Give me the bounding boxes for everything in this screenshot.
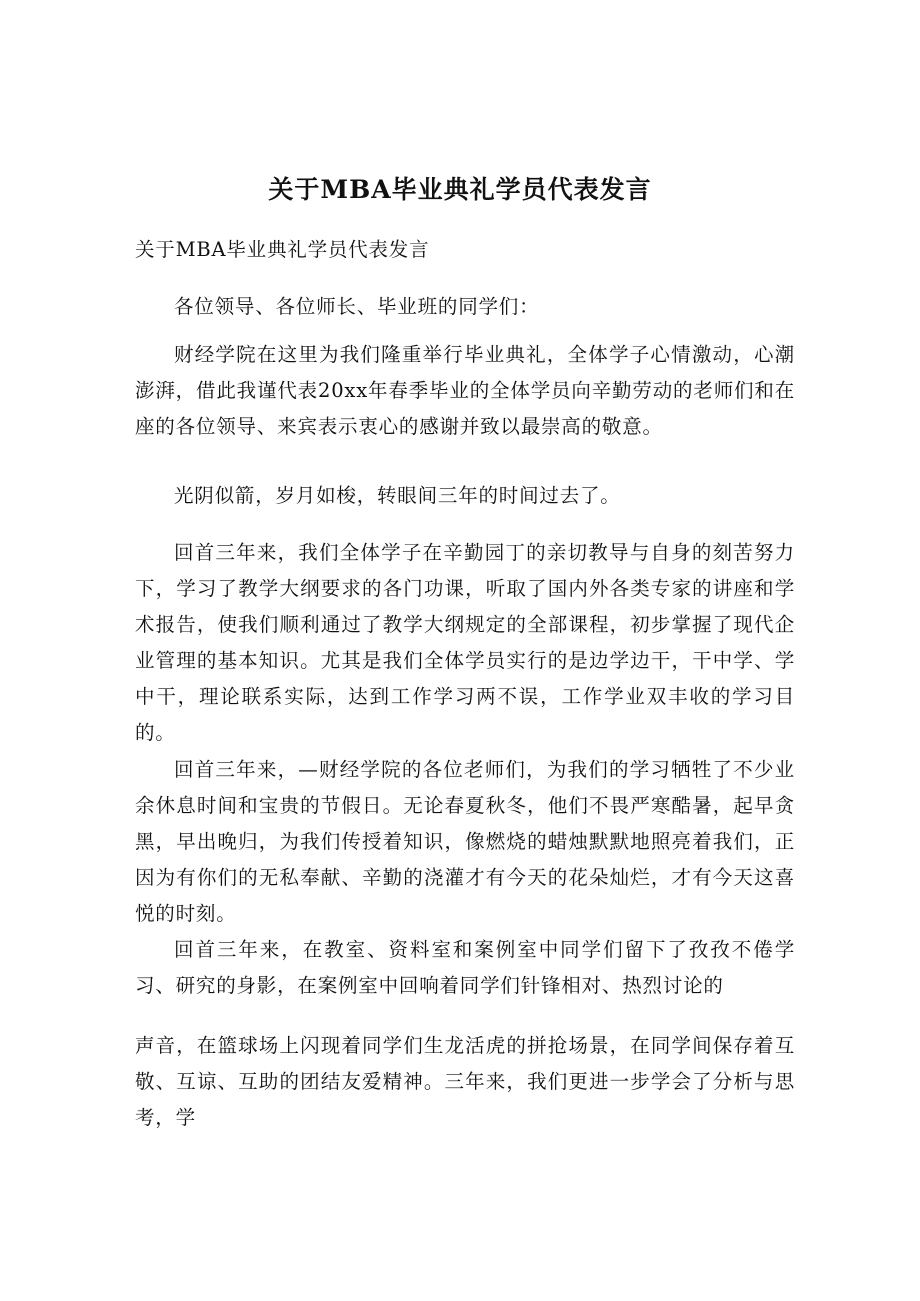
body-paragraph-2: 光阴似箭，岁月如梭，转眼间三年的时间过去了。 (174, 484, 621, 507)
salutation-paragraph: 各位领导、各位师长、毕业班的同学们： (174, 295, 540, 318)
document-subtitle: 关于MBA毕业典礼学员代表发言 (135, 238, 430, 261)
document-title: 关于MBA毕业典礼学员代表发言 (268, 175, 652, 204)
body-paragraph-1: 财经学院在这里为我们隆重举行毕业典礼，全体学子心情激动，心潮澎湃，借此我谨代表20xx年春季毕业的全体学员向辛勤劳动的老师们和在座的各位领导、来宾表示衷心的感谢并致以最崇高的敬意。 (135, 343, 795, 438)
body-paragraph-4: 回首三年来，—财经学院的各位老师们，为我们的学习牺牲了不少业余休息时间和宝贵的节假日。无论春夏秋冬，他们不畏严寒酷暑，起早贪黑，早出晚归，为我们传授着知识，像燃烧的蜡烛默默地照亮着我们，正因为有你们的无私奉献、辛勤的浇灌才有今天的花朵灿烂，才有今天这喜悦的时刻。 (135, 758, 795, 925)
body-paragraph-6: 声音，在篮球场上闪现着同学们生龙活虎的拼抢场景，在同学间保存着互敬、互谅、互助的团结友爱精神。三年来，我们更进一步学会了分析与思考，学 (135, 1034, 795, 1129)
body-paragraph-3: 回首三年来，我们全体学子在辛勤园丁的亲切教导与自身的刻苦努力下，学习了教学大纲要求的各门功课，听取了国内外各类专家的讲座和学术报告，使我们顺利通过了教学大纲规定的全部课程，初步掌握了现代企业管理的基本知识。尤其是我们全体学员实行的是边学边干，干中学、学中干，理论联系实际，达到工作学习两不误，工作学业双丰收的学习目的。 (135, 541, 795, 744)
body-paragraph-5: 回首三年来，在教室、资料室和案例室中同学们留下了孜孜不倦学习、研究的身影，在案例室中回响着同学们针锋相对、热烈讨论的 (135, 938, 795, 997)
